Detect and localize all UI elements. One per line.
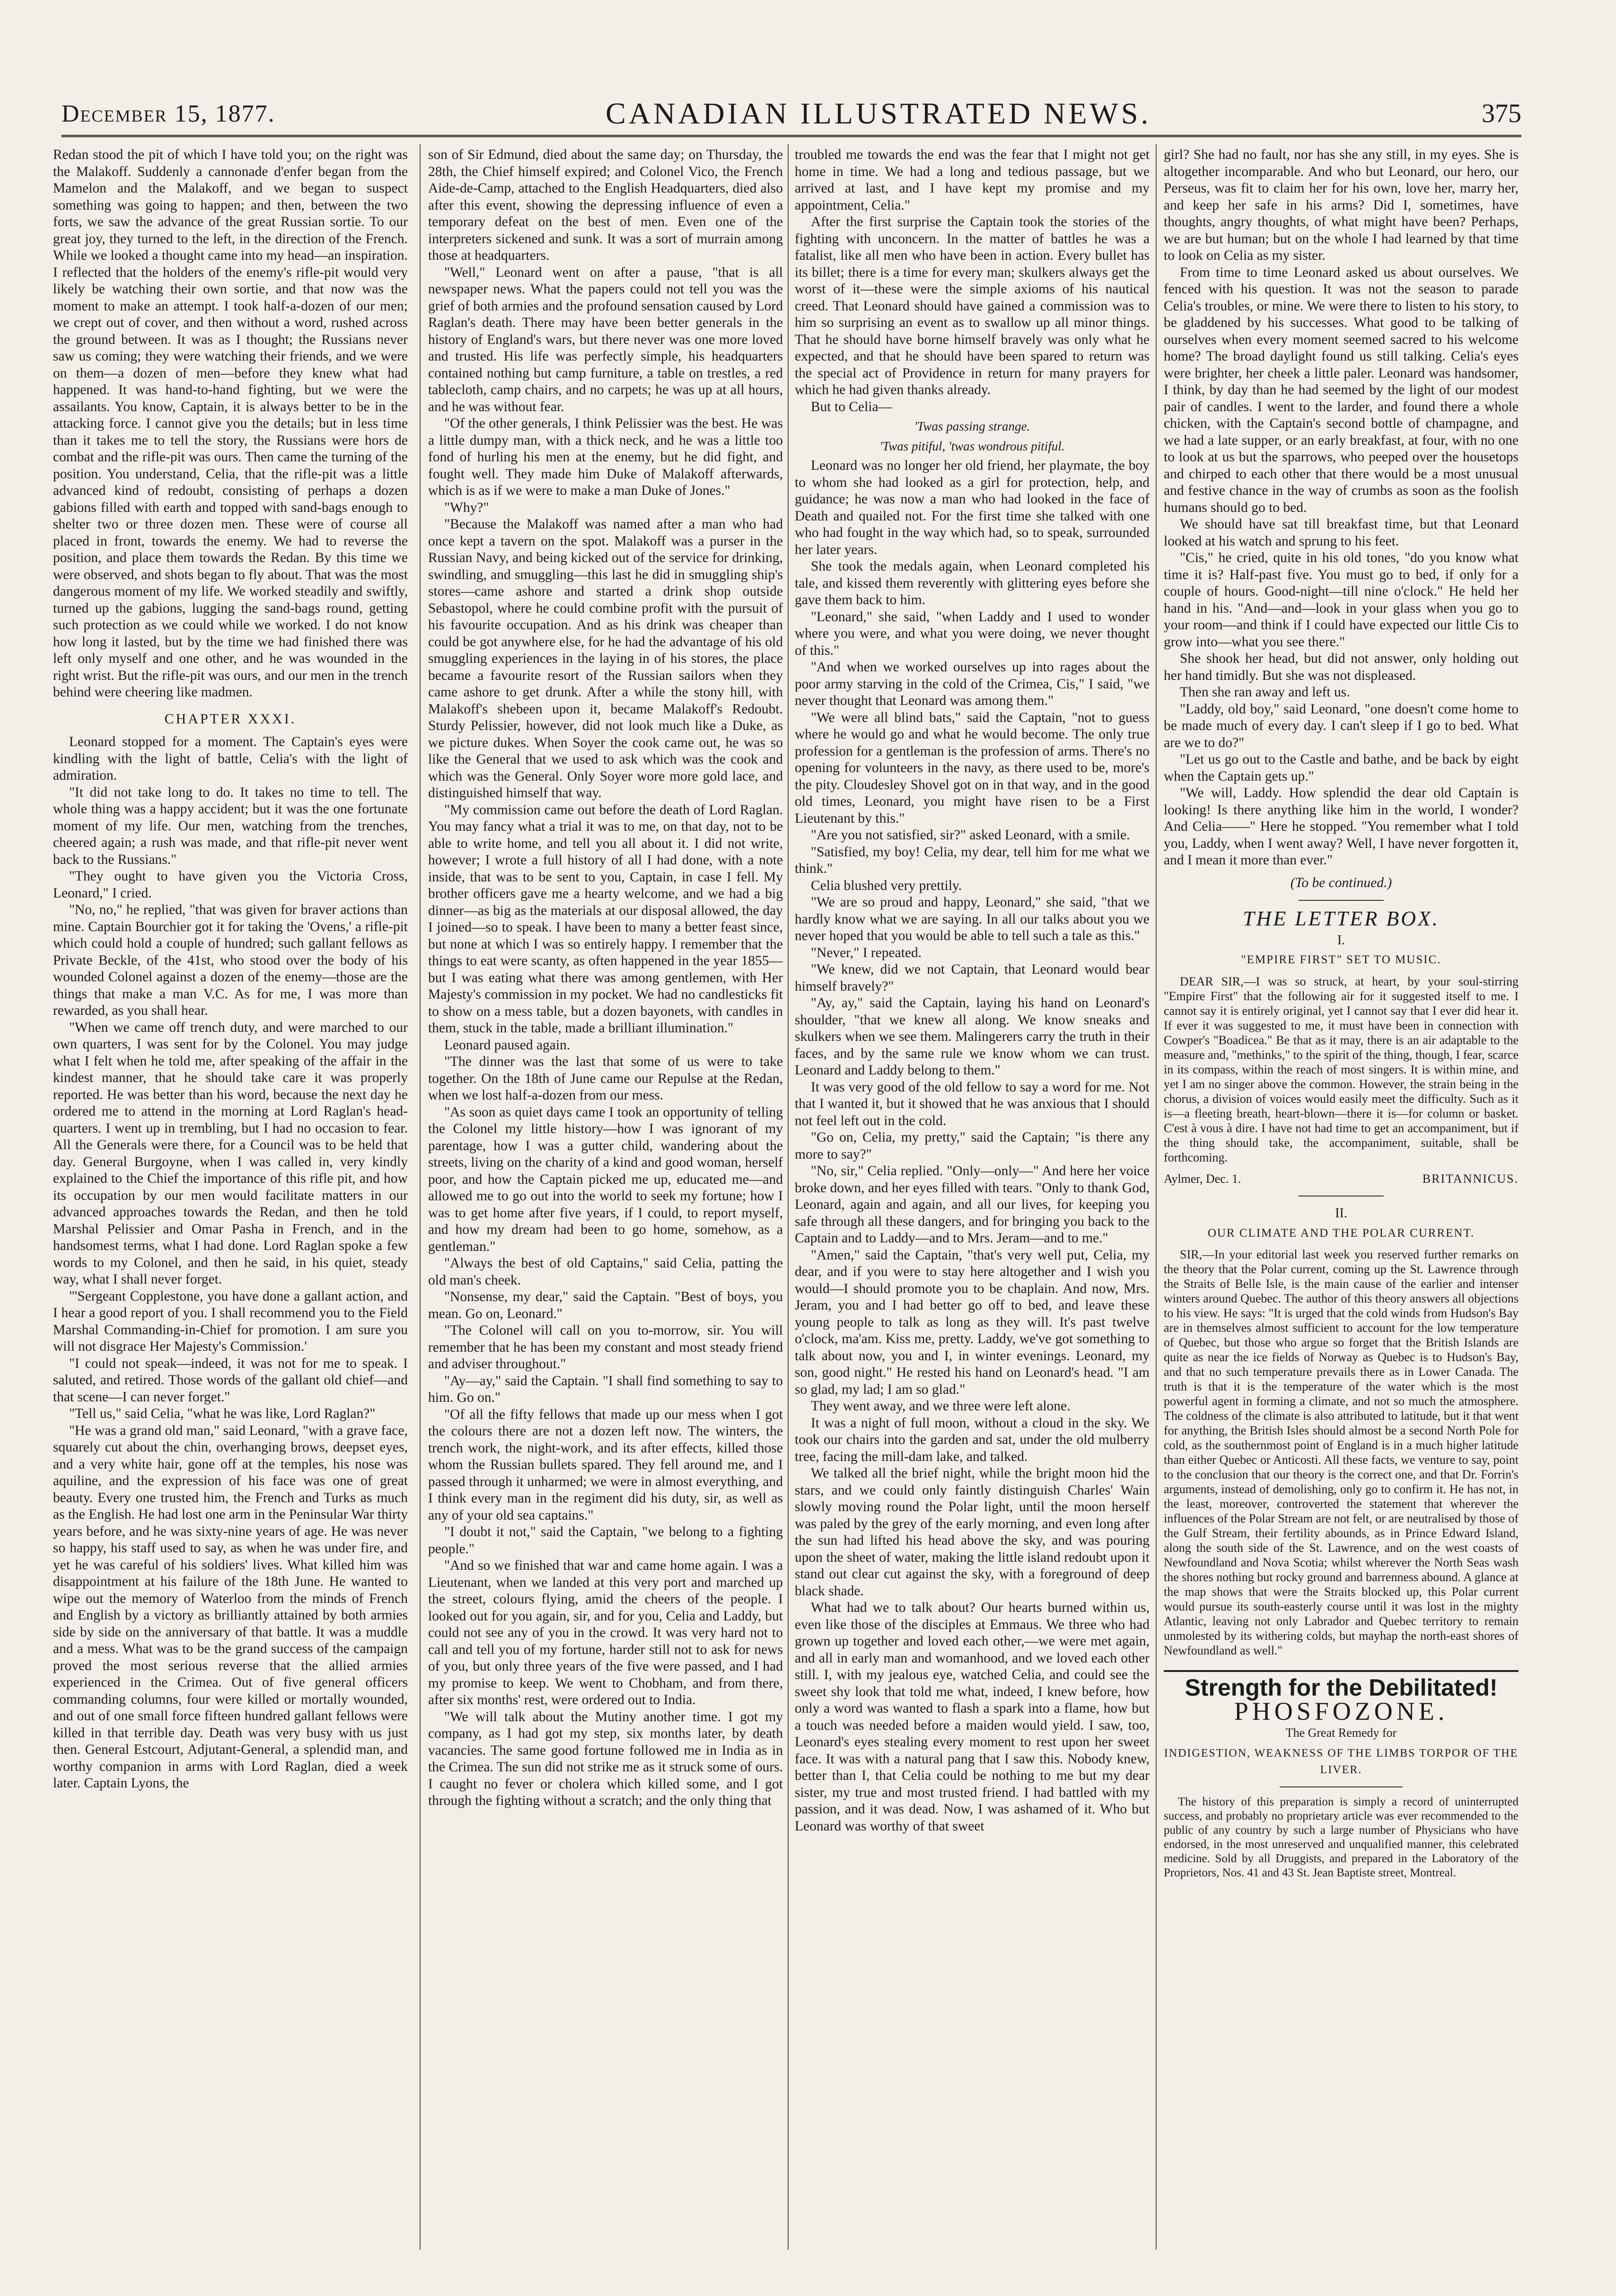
story-paragraph: "My commission came out before the death of Lord Raglan. You may fancy what a trial it was to me, on that day, not to be able to write home, and tell you all about it. I did not write, however; I wrote a full history of all I had done, with a note inside, that was to be sent to you, Captain, in case I fell. My brother officers gave me a hearty welcome, and we had a big dinner—as big as the materials at our disposal allowed, the day I joined—so to speak. I have been to many a better feast since, but none at which I was so entirely happy. I remember that the things to eat were scanty, as often happened in the year 1855—but I was eating what there was among gentlemen, with Her Majesty's commission in my pocket. We had no candlesticks fit to show on a mess table, but a dozen bayonets, with candles in them, stuck in the table, made a brilliant illumination."	[428, 802, 783, 1036]
column-4	[1164, 147, 1519, 2257]
story-paragraph: "Of all the fifty fellows that made up our mess when I got the colours there are not a dozen left now. The winters, the trench work, the night-work, and its after effects, killed those whom the Russian bullets spared. They fell around me, and I passed through it unharmed; we were in almost everything, and I think every man in the regiment did his duty, sir, as well as any of your old sea captains."	[428, 1407, 783, 1523]
letter-numeral: I.	[1337, 932, 1345, 948]
ad-headline: Strength for the Debilitated!	[1185, 1674, 1498, 1701]
letter-signature-line	[1164, 1170, 1519, 1188]
story-paragraph: "Cis," he cried, quite in his old tones, "do you know what time it is? Half-past five. You must go to bed, if only for a couple of hours. Good-night—till nine o'clock." He held her hand in his. "And—and—look in your glass when you go to your room—and think if I could have expected our little Cis to grow into—what you see there."	[1164, 550, 1519, 650]
letter-numeral: II.	[1335, 1206, 1347, 1221]
story-paragraph: She shook her head, but did not answer, only holding out her hand timidly. But she was not displeased.	[1164, 651, 1519, 683]
story-paragraph: "And when we worked ourselves up into rages about the poor army starving in the cold of the Crimea, Cis," I said, "we never thought that Leonard was among them."	[795, 660, 1150, 708]
column-rule	[420, 144, 421, 2250]
story-paragraph: "Are you not satisfied, sir?" asked Leonard, with a smile.	[811, 827, 1130, 843]
story-paragraph: "No, no," he replied, "that was given for braver actions than mine. Captain Bourchier got it for taking the 'Ovens,' a rifle-pit which could hold a couple of hundred; such gallant fellows as Private Beckle, of the 41st, who stood over the body of his wounded Colonel against a dozen of the enemy—those are the things that make a man V.C. As for me, I was more than rewarded, as you shall hear.	[53, 902, 408, 1018]
letter-title: OUR CLIMATE AND THE POLAR CURRENT.	[1207, 1226, 1475, 1240]
letter-body: SIR,—In your editorial last week you reserved further remarks on the theory that the Polar current, coming up the St. Lawrence through the Straits of Belle Isle, is the main cause of the earlier and intenser winters around Quebec. The author of this theory answers all objections to his view. He says: "It is urged that the cold winds from Hudson's Bay are in themselves almost sufficient to account for the low temperature of Quebec, but those who argue so forget that the British Islands are quite as near the ice fields of Norway as Quebec is to Hudson's Bay, and that no such temperature prevails there as in Lower Canada. The truth is that it is the temperature of the water which is the most powerful agent in forming a climate, and not so much the atmosphere. The coldness of the climate is also attributed to latitude, but it that went for anything, the British Isles should almost be a second North Pole for cold, as the southernmost point of England is in a much higher latitude than either Quebec or Anticosti. All these facts, we venture to say, point to the conclusion that our theory is the correct one, and that Dr. Forrin's arguments, instead of demolishing, only go to confirm it. He has not, in the least, moreover, controverted the statement that wherever the influences of the Polar Stream are not felt, or are neutralised by those of the Gulf Stream, their fertility abounds, as in Prince Edward Island, along the south side of the St. Lawrence, and on the west coasts of Newfoundland and Nova Scotia; whilst wherever the North Seas wash the shores nothing but rocky ground and barrenness abound. A glance at the map shows that were the Straits blocked up, this Polar current would pursue its south-easterly course until it was lost in the mighty Atlantic, leaving not only Labrador and Quebec territory to remain unmolested by its withering colds, but mayhap the north-east shores of Newfoundland as well."	[1164, 1248, 1519, 1657]
story-paragraph: From time to time Leonard asked us about ourselves. We fenced with his question. It was not the season to parade Celia's troubles, or mine. We were there to listen to his story, to be gladdened by his successes. What good to be talking of ourselves when every moment seemed sacred to his welcome home? The broad daylight found us still talking. Celia's eyes were brighter, her cheek a little paler. Leonard was handsomer, I think, by day than he had seemed by the light of our modest pair of candles. I went to the larder, and found there a whole chicken, with the Captain's second bottle of champagne, and we had a late supper, or an early breakfast, at four, with no one to look at us but the sparrows, who peeped over the housetops and chirped to each other that there would be a most unusual and festive chance in the way of crumbs as soon as the foolish humans should go to bed.	[1164, 264, 1519, 515]
story-paragraph: "I could not speak—indeed, it was not for me to speak. I saluted, and retired. Those words of the gallant old chief—and that scene—I can never forget."	[53, 1355, 408, 1405]
issue-date: December 15, 1877.	[61, 100, 275, 127]
column-2	[428, 147, 783, 2257]
story-paragraph: "Always the best of old Captains," said Celia, patting the old man's cheek.	[428, 1256, 783, 1288]
story-paragraph: "Well," Leonard went on after a pause, "that is all newspaper news. What the papers could not tell you was the grief of both armies and the profound sensation caused by Lord Raglan's death. There may have been better generals in the history of England's wars, but there never was one more loved and trusted. His life was perfectly simple, his headquarters contained nothing but camp furniture, a table on trestles, a red tablecloth, camp chairs, and no carpets; he was up at all hours, and he was without fear.	[428, 264, 783, 414]
letter-box-heading: THE LETTER BOX.	[1243, 907, 1440, 930]
divider	[1280, 1786, 1403, 1787]
story-paragraph: "Tell us," said Celia, "what he was like, Lord Raglan?"	[69, 1406, 376, 1421]
story-paragraph: "They ought to have given you the Victoria Cross, Leonard," I cried.	[53, 869, 408, 901]
story-paragraph: "Why?"	[444, 500, 489, 515]
story-paragraph: Leonard stopped for a moment. The Captain's eyes were kindling with the light of battle, Celia's with the light of admiration.	[53, 734, 408, 783]
column-1	[53, 147, 408, 2257]
story-paragraph: Then she ran away and left us.	[1180, 685, 1350, 700]
story-paragraph: "We will, Laddy. How splendid the dear old Captain is looking! Is there anything like him in the world, I wonder? And Celia——" Here he stopped. "You remember what I told you, Laddy, when I went away? Well, I have never forgotten it, and I mean it more than ever."	[1164, 785, 1519, 868]
story-paragraph: "Amen," said the Captain, "that's very well put, Celia, my dear, and if you were to stay here altogether and I wish you would—I should promote you to be chaplain. And now, Mrs. Jeram, you and I had better go off to bed, and leave these young people to talk as long as they will. It's past twelve o'clock, ma'am. Kiss me, pretty. Laddy, we've got something to talk about now, you and I, in winter evenings. Leonard, my son, good night." He rested his hand on Leonard's head. "I am so glad, my lad; I am so glad."	[795, 1247, 1150, 1397]
story-paragraph: She took the medals again, when Leonard completed his tale, and kissed them reverently with glittering eyes before she gave them back to him.	[795, 559, 1150, 607]
story-paragraph: "Go on, Celia, my pretty," said the Captain; "is there any more to say?"	[795, 1130, 1150, 1162]
story-paragraph: troubled me towards the end was the fear that I might not get home in time. We had a long and tedious passage, but we arrived at last, and I have kept my promise and my appointment, Celia."	[795, 147, 1150, 213]
letter-title: "EMPIRE FIRST" SET TO MUSIC.	[1241, 953, 1441, 966]
story-paragraph: "He was a grand old man," said Leonard, "with a grave face, squarely cut about the chin, overhanging brows, deepset eyes, and a very white hair, gone off at the temples, his nose was aquiline, and the expression of his face was one of great beauty. Every one trusted him, the French and Turks as much as the English. He had lost one arm in the Peninsular War thirty years before, and he was sixty-nine years of age. He was never so happy, his staff used to say, as when he was under fire, and yet he was careful of his soldiers' lives. What killed him was disappointment at his failure of the 18th June. He wanted to wipe out the memory of Waterloo from the minds of French and English by a victory as brilliantly attained by both armies side by side on the anniversary of that battle. It was a muddle and a mess. What was to be the grand success of the campaign proved the most serious reverse that the allied armies experienced in the Crimea. Out of five general officers commanding columns, four were killed or mortally wounded, and out of one small force fifteen hundred gallant fellows were killed in that terrible day. Death was very busy with us just then. General Estcourt, Adjutant-General, a splendid man, and worthy companion in arms with Lord Raglan, died a week later. Captain Lyons, the	[53, 1423, 408, 1791]
story-paragraph: "The dinner was the last that some of us were to take together. On the 18th of June came our Repulse at the Redan, when we lost half-a-dozen from our mess.	[428, 1054, 783, 1103]
story-paragraph: We talked all the brief night, while the bright moon hid the stars, and we could only faintly distinguish Charles' Wain slowly moving round the Polar light, until the moon herself was paled by the grey of the early morning, and even long after the sun had lifted his head above the sky, and was pouring upon the sheet of water, making the little island redoubt upon it stand out clear cut against the sky, with a foreground of deep black shade.	[795, 1466, 1150, 1599]
story-paragraph: Leonard paused again.	[444, 1037, 571, 1053]
letter-box	[1164, 907, 1519, 1658]
story-paragraph: son of Sir Edmund, died about the same day; on Thursday, the 28th, the Chief himself expired; and Colonel Vico, the French Aide-de-Camp, attached to the English Headquarters, died also after this event, showing the depressing influence of even a temporary defeat on the best of men. Even one of the interpreters sickened and sunk. It was a sort of murrain among those at headquarters.	[428, 147, 783, 263]
letter-signature: BRITANNICUS.	[1422, 1171, 1519, 1186]
story-paragraph: "Ay—ay," said the Captain. "I shall find something to say to him. Go on."	[428, 1373, 783, 1405]
verse-line: 'Twas pitiful, 'twas wondrous pitiful.	[879, 439, 1065, 453]
ad-indications: INDIGESTION, WEAKNESS OF THE LIMBS TORPOR OF THE LIVER.	[1164, 1747, 1519, 1776]
story-paragraph: Celia blushed very prettily.	[811, 878, 962, 893]
story-paragraph: "No, sir," Celia replied. "Only—only—" And here her voice broke down, and her eyes filled with tears. "Only to thank God, Leonard, again and again, and all our lives, for keeping you safe through all these dangers, and for bringing you back to the Captain and to Laddy—and to Mrs. Jeram—and to me."	[795, 1163, 1150, 1246]
column-3	[795, 147, 1150, 2257]
story-paragraph: But to Celia—	[811, 399, 893, 414]
story-paragraph: "Because the Malakoff was named after a man who had once kept a tavern on the spot. Malakoff was a purser in the Russian Navy, and being kicked out of the service for drinking, swindling, and smuggling—this last he did in smuggling ship's stores—came ashore and started a drink shop outside Sebastopol, where he could combine profit with the pursuit of his favourite occupation. And as his drink was cheaper than could be got anywhere else, for he had the advantage of his old smuggling experiences in the laying in of his stores, the place became a favourite resort of the Russian sailors when they came ashore to get drunk. After a while the stony hill, with Malakoff's shebeen upon it, became Malakoff's Redoubt. Sturdy Pelissier, however, did not look much like a Duke, as we picture dukes. When Soyer the cook came out, he was so like the General that we used to ask which was the cook and which was the General. Only Soyer wore more gold lace, and distinguished himself that way.	[428, 517, 783, 801]
story-paragraph: They went away, and we three were left alone.	[811, 1399, 1071, 1414]
chapter-heading: CHAPTER XXXI.	[164, 711, 297, 727]
story-paragraph: Redan stood the pit of which I have told you; on the right was the Malakoff. Suddenly a cannonade d'enfer began from the Mamelon and the Malakoff, and we began to suspect something was going to happen; and then, between the two forts, we saw the advance of the great Russian sortie. To our great joy, they turned to the left, in the direction of the French. While we looked a thought came into my head—an inspiration. I reflected that the holders of the enemy's rifle-pit would very likely be watching their own sortie, and that now was the moment to make an attempt. I took half-a-dozen of our men; we crept out of cover, and then without a word, rushed across the ground between. It was as I thought; the Russians never saw us coming; they were watching their friends, and we were on them—a dozen of men—before they knew what had happened. It was hand-to-hand fighting, but we were the assailants. You know, Captain, it is always better to be in the attacking force. I cannot give you the details; but in less time than it takes me to tell the story, the Russians were hors de combat and the rifle-pit was ours. Then came the turning of the position. You understand, Celia, that the rifle-pit was a little advanced kind of redoubt, consisting of perhaps a dozen gabions filled with earth and topped with sand-bags enough to shelter two or three dozen men. These were of course all placed in front, towards the enemy. We had to reverse the position, and place them towards the Redan. By this time we were observed, and shots began to fly about. That was the most dangerous moment of my life. We worked steadily and swiftly, turned up the gabions, lugging the sand-bags round, getting such protection as we could while we worked. I do not know how long it lasted, but by the time we had finished there was left only myself and one other, and he was wounded in the right wrist. But the rifle-pit was ours, and our men in the trench behind were cheering like madmen.	[53, 147, 408, 700]
ad-brand: PHOSFOZONE.	[1234, 1697, 1449, 1725]
story-paragraph: Leonard was no longer her old friend, her playmate, the boy to whom she had looked as a girl for protection, help, and guidance; he was now a man who had looked in the face of Death and quailed not. For the first time she talked with one who had fought in the way which had, so to speak, surrounded her later years.	[795, 458, 1150, 557]
newspaper-title: CANADIAN ILLUSTRATED NEWS.	[606, 97, 1151, 130]
story-paragraph: "Ay, ay," said the Captain, laying his hand on Leonard's shoulder, "that we knew all along. We know sneaks and skulkers when we see them. Malingerers carry the truth in their faces, and by the same rule we know whom we can trust. Leonard and Laddy belong to them."	[795, 995, 1150, 1078]
page-number: 375	[1481, 99, 1521, 128]
story-paragraph: "It did not take long to do. It takes no time to tell. The whole thing was a happy accident; but it was the one fortunate moment of my life. Our men, watching from the trenches, cheered again; a rush was made, and that rifle-pit never went back to the Russians."	[53, 784, 408, 867]
story-paragraph: "We knew, did we not Captain, that Leonard would bear himself bravely?"	[795, 962, 1150, 994]
story-paragraph: girl? She had no fault, nor has she any still, in my eyes. She is altogether incomparable. And who but Leonard, our hero, our Perseus, was fit to claim her for his own, love her, marry her, and keep her safe in his arms? Did I, sometimes, have thoughts, angry thoughts, of what might have been? Perhaps, we are but human; but on the whole I had learned by that time to look on Celia as my sister.	[1164, 147, 1519, 263]
story-paragraph: "We were all blind bats," said the Captain, "not to guess where he would go and what he would become. The only true profession for a gentleman is the profession of arms. There's no opening for volunteers in the navy, as there used to be, more's the pity. Cloudesley Shovel got on in that way, and in the good old times, Leonard, you might have risen to be a First Lieutenant by this."	[795, 710, 1150, 826]
advertisement	[1164, 1670, 1519, 1880]
story-paragraph: "We will talk about the Mutiny another time. I got my company, as I had got my step, six months later, by death vacancies. The same good fortune followed me in India as in the Crimea. The sun did not strike me as it struck some of ours. I caught no fever or cholera which killed some, and I got through the fighting without a scratch; and the only thing that	[428, 1709, 783, 1808]
story-paragraph: "Never," I repeated.	[811, 945, 922, 960]
story-paragraph: "The Colonel will call on you to-morrow, sir. You will remember that he has been my constant and most steady friend and adviser throughout."	[428, 1323, 783, 1372]
ad-remedy: The Great Remedy for	[1285, 1726, 1397, 1740]
story-paragraph: After the first surprise the Captain took the stories of the fighting with unconcern. In the matter of battles he was a fatalist, like all men who have been in action. Every bullet has its billet; there is a time for every man; skulkers always get the worst of it—these were the simple axioms of his nautical creed. That Leonard should have gained a commission was to him so surprising an event as to swallow up all minor things. That he should have borne himself bravely was only what he expected, and that he should have been spared to return was the special act of Providence in return for many prayers for which he had given thanks already.	[795, 214, 1150, 397]
story-paragraph: It was a night of full moon, without a cloud in the sky. We took our chairs into the garden and sat, under the old mulberry tree, facing the mill-dam lake, and talked.	[795, 1415, 1150, 1464]
letter-place: Aylmer, Dec. 1.	[1164, 1171, 1241, 1186]
story-paragraph: "Let us go out to the Castle and bathe, and be back by eight when the Captain gets up."	[1164, 752, 1519, 784]
story-paragraph: "When we came off trench duty, and were marched to our own quarters, I was sent for by the Colonel. You may judge what I felt when he told me, after speaking of the affair in the kindest manner, that he should take care it was properly reported. He was better than his word, because the next day he ordered me to attend in the morning at Lord Raglan's head-quarters. I went up in trembling, but I had no occasion to fear. All the Generals were there, for a Council was to be held that day. General Burgoyne, when I was called in, very kindly explained to the Chief the importance of this rifle pit, and how its occupation by our men would facilitate matters in our advanced approaches towards the Redan, and then he told Marshal Pelissier and Omar Pasha in French, and in the handsomest terms, what I had done. Lord Raglan spoke a few words to my Colonel, and then he said, in his quiet, steady way, what I shall never forget.	[53, 1020, 408, 1287]
column-rule	[788, 144, 789, 2250]
masthead	[61, 92, 1521, 137]
story-paragraph: We should have sat till breakfast time, but that Leonard looked at his watch and sprung to his feet.	[1164, 517, 1519, 549]
verse-line: 'Twas passing strange.	[914, 419, 1030, 433]
story-paragraph: "Satisfied, my boy! Celia, my dear, tell him for me what we think."	[795, 844, 1150, 876]
story-paragraph: "As soon as quiet days came I took an opportunity of telling the Colonel my little history—how I was ignorant of my parentage, how I was a gutter child, wandering about the streets, living on the charity of a kind and good woman, herself poor, and how the Captain picked me up, educated me—and allowed me to go out into the world to seek my fortune; how I was to get home after five years, if I could, to report myself, and how my dream had been to go home, somehow, as a gentleman."	[428, 1104, 783, 1254]
story-paragraph: "Laddy, old boy," said Leonard, "one doesn't come home to be made much of every day. I can't sleep if I go to bed. What are we to do?"	[1164, 701, 1519, 750]
story-paragraph: It was very good of the old fellow to say a word for me. Not that I wanted it, but it showed that he was anxious that I should not feel left out in the cold.	[795, 1079, 1150, 1128]
divider	[1299, 900, 1384, 901]
letter-body: DEAR SIR,—I was so struck, at heart, by your soul-stirring "Empire First" that the following air for it suggested itself to me. I cannot say it is entirely original, yet I cannot say that I ever did hear it. If ever it was suggested to me, it must have been in connection with Cowper's "Boadicea." Be that as it may, there is an air adaptable to the measure and, "methinks," to the spirit of the thing, though, I fear, scarce in its compass, within the reach of most singers. It is within mine, and yet I am no singer above the common. However, the strain being in the chorus, a division of voices would easily meet the difficulty. Such as it is—a fleeting breath, heart-blown—there it is—for column or basket. C'est à vous à dire. I have not had time to get an accompaniment, but if the thing should take, the accompaniment, suitable, shall be forthcoming.	[1164, 974, 1519, 1164]
story-paragraph: "We are so proud and happy, Leonard," she said, "that we hardly know what we are saying. In all our talks about you we never hoped that you would be able to tell such a tale as this."	[795, 895, 1150, 943]
story-paragraph: "And so we finished that war and came home again. I was a Lieutenant, when we landed at this very port and marched up the street, colours flying, amid the cheers of the people. I looked out for you again, sir, and for you, Celia and Laddy, but could not see any of you in the crowd. It was very hard not to call and tell you of my fortune, harder still not to ask for news of you, but only three years of the five were passed, and I had my promise to keep. We went to Chobham, and from there, after six months' rest, were ordered out to India.	[428, 1558, 783, 1707]
to-be-continued: (To be continued.)	[1290, 875, 1392, 890]
story-paragraph: "Nonsense, my dear," said the Captain. "Best of boys, you mean. Go on, Leonard."	[428, 1289, 783, 1321]
story-paragraph: "'Sergeant Copplestone, you have done a gallant action, and I hear a good report of you. I shall recommend you to the Field Marshal Commanding-in-Chief for promotion. I am sure you will not disgrace Her Majesty's Commission.'	[53, 1288, 408, 1354]
story-paragraph: "I doubt it not," said the Captain, "we belong to a fighting people."	[428, 1524, 783, 1557]
story-paragraph: What had we to talk about? Our hearts burned within us, even like those of the disciples at Emmaus. We three who had grown up together and loved each other,—we were met again, and all in early man and womanhood, and we loved each other still. I, with my jealous eye, watched Celia, and could see the sweet shy look that told me what, indeed, I knew before, how only a word was wanted to flash a spark into a flame, how but a touch was needed before a maiden would yield. I saw, too, Leonard's eyes stealing every moment to rest upon her sweet face. It was with a natural pang that I saw this. Nobody knew, better than I, that Celia could be nothing to me but my dear sister, my true and most trusted friend. I had battled with my passion, and it was dead. Now, I was ashamed of it. Who but Leonard was worthy of that sweet	[795, 1600, 1150, 1834]
story-paragraph: "Of the other generals, I think Pelissier was the best. He was a little dumpy man, with a thick neck, and he was a little too fond of hurling his men at the enemy, but he did fight, and fought well. They made him Duke of Malakoff afterwards, which is as if we were to make a man Duke of Jones."	[428, 416, 783, 498]
story-paragraph: "Leonard," she said, "when Laddy and I used to wonder where you were, and what you were doing, we never thought of this."	[795, 609, 1150, 658]
ad-body: The history of this preparation is simply a record of uninterrupted success, and probably no proprietary article was ever recommended to the public of any country by such a large number of Physicians who have endorsed, in the most unreserved and unqualified manner, this celebrated medicine. Sold by all Druggists, and prepared in the Laboratory of the Proprietors, Nos. 41 and 43 St. Jean Baptiste street, Montreal.	[1164, 1795, 1519, 1879]
column-rule	[1156, 144, 1157, 2250]
